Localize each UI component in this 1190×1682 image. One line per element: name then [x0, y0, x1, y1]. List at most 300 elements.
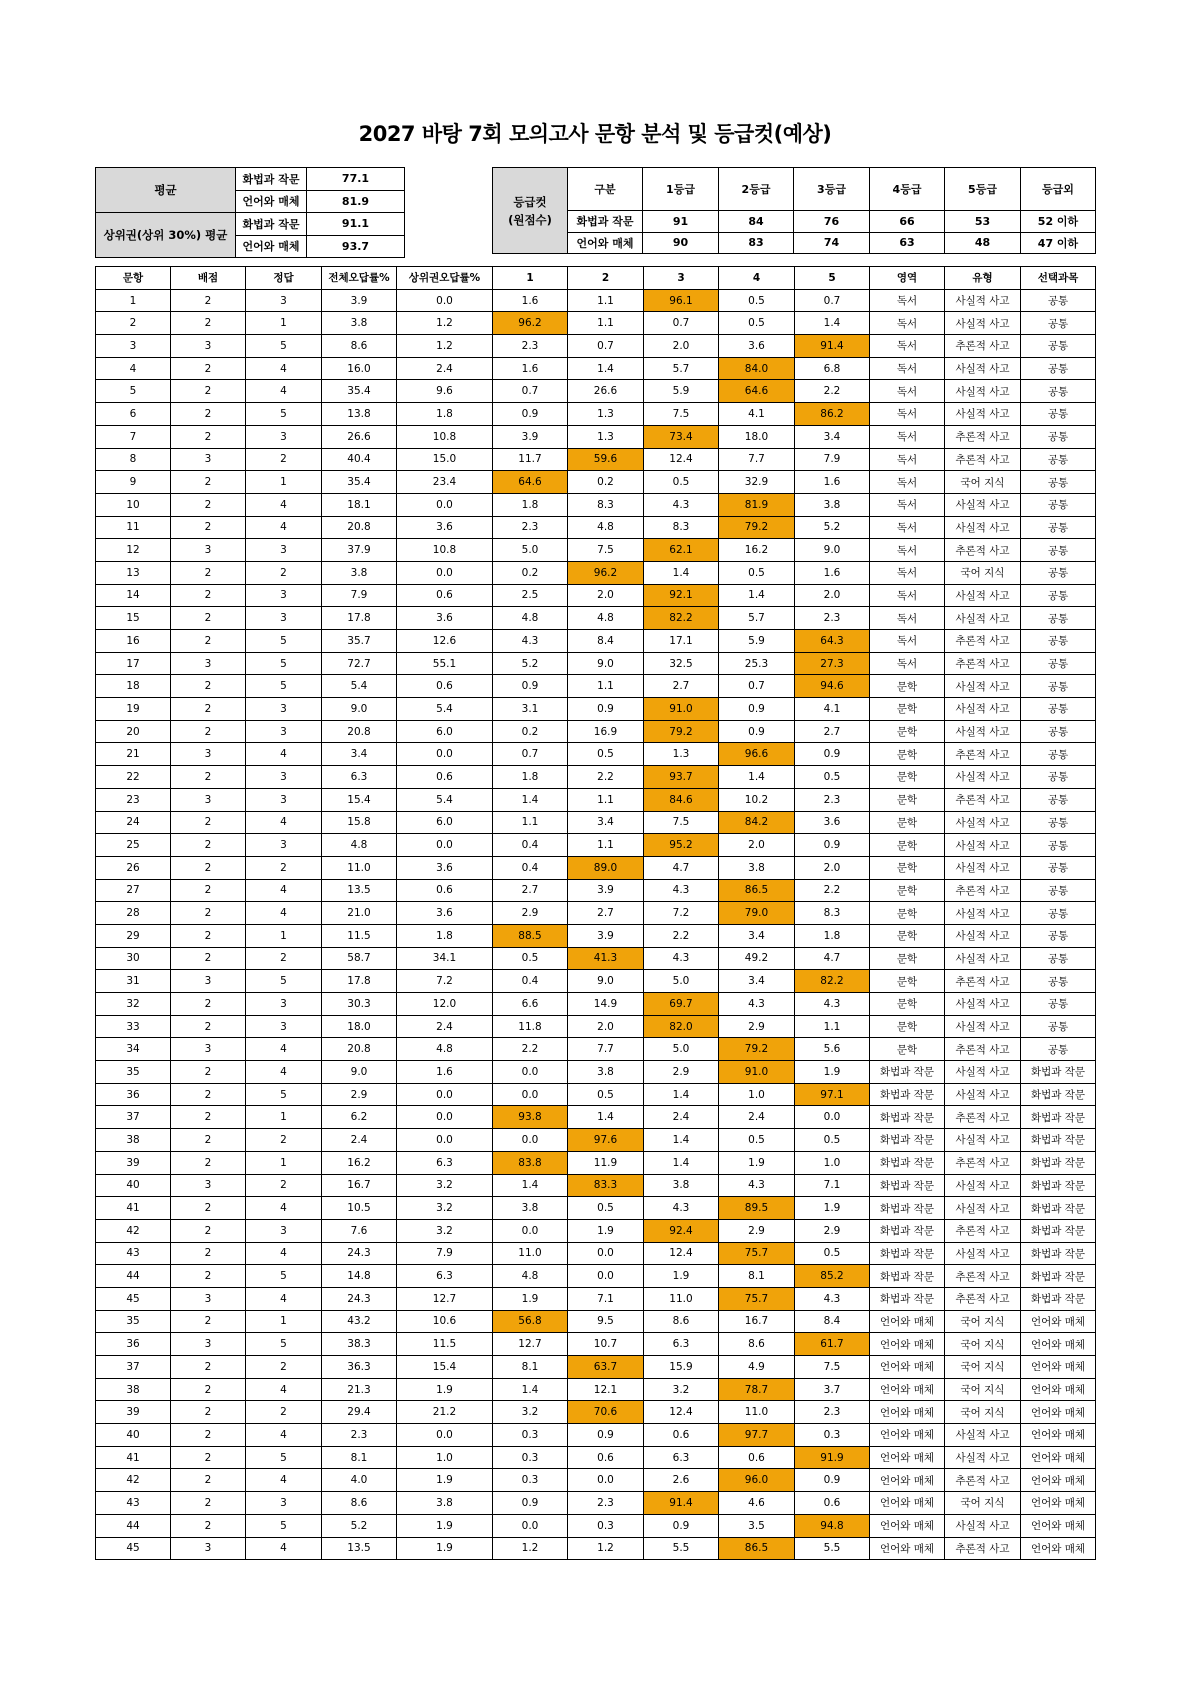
table-row [96, 1469, 1096, 1492]
cell-answer: 1 [246, 1106, 322, 1129]
cell-choice-5-rate: 0.0 [795, 1106, 870, 1129]
cell-elective: 공통 [1021, 970, 1096, 993]
cell-question-number: 12 [96, 539, 171, 562]
cell-choice-4-rate: 2.9 [719, 1015, 795, 1038]
cell-total-error-rate: 21.3 [322, 1378, 397, 1401]
cell-total-error-rate: 8.1 [322, 1446, 397, 1469]
cell-choice-1-rate: 1.8 [493, 493, 568, 516]
cell-total-error-rate: 5.2 [322, 1514, 397, 1537]
cell-choice-4-rate: 1.4 [719, 584, 795, 607]
cell-question-number: 28 [96, 902, 171, 925]
cell-choice-4-rate: 4.6 [719, 1492, 795, 1515]
cell-question-number: 16 [96, 630, 171, 653]
cell-choice-4-rate: 3.6 [719, 335, 795, 358]
cell-choice-2-rate: 2.3 [568, 1492, 644, 1515]
cell-choice-5-rate: 1.9 [795, 1061, 870, 1084]
cell-total-error-rate: 13.8 [322, 403, 397, 426]
cell-total-error-rate: 17.8 [322, 970, 397, 993]
cell-question-number: 32 [96, 993, 171, 1016]
cell-top-error-rate: 6.3 [397, 1151, 493, 1174]
cell-choice-5-rate: 1.1 [795, 1015, 870, 1038]
table-row [96, 425, 1096, 448]
table-row [96, 1265, 1096, 1288]
cell-points: 3 [171, 1038, 246, 1061]
cell-elective: 언어와 매체 [1021, 1333, 1096, 1356]
cell-domain: 문학 [870, 811, 945, 834]
cell-domain: 화법과 작문 [870, 1129, 945, 1152]
cell-choice-5-rate: 61.7 [795, 1333, 870, 1356]
cell-choice-4-rate: 2.9 [719, 1219, 795, 1242]
table-row [96, 357, 1096, 380]
cell-choice-5-rate: 82.2 [795, 970, 870, 993]
cell-elective: 화법과 작문 [1021, 1083, 1096, 1106]
cell-choice-5-rate: 3.7 [795, 1378, 870, 1401]
cell-elective: 공통 [1021, 766, 1096, 789]
header-domain: 영역 [870, 267, 945, 290]
cell-points: 2 [171, 1151, 246, 1174]
cell-answer: 5 [246, 1446, 322, 1469]
cell-choice-4-rate: 5.9 [719, 630, 795, 653]
cell-question-type: 사실적 사고 [945, 357, 1021, 380]
header-choice-2-rate: 2 [568, 267, 644, 290]
item-analysis-table [95, 266, 1096, 1560]
cell-choice-2-rate: 1.4 [568, 1106, 644, 1129]
cell-choice-1-rate: 2.3 [493, 335, 568, 358]
cell-top-error-rate: 0.0 [397, 289, 493, 312]
cell-domain: 독서 [870, 493, 945, 516]
cell-top-error-rate: 0.0 [397, 1106, 493, 1129]
cell-top-error-rate: 9.6 [397, 380, 493, 403]
cell-points: 2 [171, 698, 246, 721]
cell-question-type: 추론적 사고 [945, 335, 1021, 358]
cell-choice-3-rate: 5.0 [644, 970, 719, 993]
cell-total-error-rate: 2.4 [322, 1129, 397, 1152]
cell-question-number: 25 [96, 834, 171, 857]
cell-top-error-rate: 0.0 [397, 1129, 493, 1152]
cell-answer: 4 [246, 1197, 322, 1220]
average-subject: 화법과 작문 [236, 168, 307, 191]
cell-elective: 공통 [1021, 584, 1096, 607]
cell-choice-3-rate: 1.3 [644, 743, 719, 766]
cell-top-error-rate: 3.6 [397, 516, 493, 539]
cell-answer: 1 [246, 471, 322, 494]
cell-question-number: 39 [96, 1401, 171, 1424]
cell-choice-3-rate: 5.5 [644, 1537, 719, 1560]
cell-choice-4-rate: 16.7 [719, 1310, 795, 1333]
cell-question-number: 38 [96, 1378, 171, 1401]
table-row [96, 720, 1096, 743]
table-row [96, 1424, 1096, 1447]
table-row [96, 1537, 1096, 1560]
cell-question-type: 사실적 사고 [945, 380, 1021, 403]
cell-question-number: 43 [96, 1492, 171, 1515]
cell-question-type: 사실적 사고 [945, 720, 1021, 743]
cell-question-type: 사실적 사고 [945, 1174, 1021, 1197]
cell-elective: 공통 [1021, 448, 1096, 471]
cell-choice-1-rate: 56.8 [493, 1310, 568, 1333]
cell-elective: 화법과 작문 [1021, 1151, 1096, 1174]
cell-elective: 공통 [1021, 652, 1096, 675]
cell-choice-1-rate: 2.9 [493, 902, 568, 925]
cell-domain: 독서 [870, 471, 945, 494]
cell-choice-2-rate: 3.9 [568, 879, 644, 902]
cell-top-error-rate: 0.6 [397, 766, 493, 789]
cell-answer: 3 [246, 766, 322, 789]
cell-points: 2 [171, 1446, 246, 1469]
cell-choice-2-rate: 4.8 [568, 607, 644, 630]
table-row [96, 1492, 1096, 1515]
cell-choice-4-rate: 4.3 [719, 1174, 795, 1197]
grade-cut-label [493, 168, 568, 254]
cell-total-error-rate: 15.4 [322, 788, 397, 811]
cell-total-error-rate: 8.6 [322, 1492, 397, 1515]
cell-choice-4-rate: 86.5 [719, 879, 795, 902]
cell-domain: 문학 [870, 766, 945, 789]
table-row [96, 1219, 1096, 1242]
grade-cut-cell: 48 [945, 232, 1021, 254]
cell-question-type: 추론적 사고 [945, 652, 1021, 675]
cell-answer: 4 [246, 1537, 322, 1560]
cell-choice-5-rate: 2.3 [795, 788, 870, 811]
cell-choice-1-rate: 5.0 [493, 539, 568, 562]
cell-domain: 독서 [870, 561, 945, 584]
cell-domain: 화법과 작문 [870, 1151, 945, 1174]
cell-question-number: 42 [96, 1469, 171, 1492]
cell-choice-3-rate: 12.4 [644, 1401, 719, 1424]
cell-elective: 언어와 매체 [1021, 1514, 1096, 1537]
cell-points: 2 [171, 947, 246, 970]
cell-elective: 화법과 작문 [1021, 1129, 1096, 1152]
cell-top-error-rate: 1.6 [397, 1061, 493, 1084]
cell-elective: 언어와 매체 [1021, 1356, 1096, 1379]
cell-points: 2 [171, 1401, 246, 1424]
cell-choice-4-rate: 96.0 [719, 1469, 795, 1492]
cell-elective: 공통 [1021, 289, 1096, 312]
cell-choice-1-rate: 5.2 [493, 652, 568, 675]
cell-answer: 4 [246, 493, 322, 516]
table-row [96, 471, 1096, 494]
cell-answer: 2 [246, 448, 322, 471]
cell-choice-4-rate: 0.5 [719, 312, 795, 335]
cell-choice-2-rate: 1.1 [568, 834, 644, 857]
cell-points: 2 [171, 584, 246, 607]
cell-points: 2 [171, 425, 246, 448]
cell-domain: 독서 [870, 607, 945, 630]
cell-top-error-rate: 10.8 [397, 425, 493, 448]
cell-question-number: 29 [96, 924, 171, 947]
cell-total-error-rate: 7.6 [322, 1219, 397, 1242]
table-row [96, 924, 1096, 947]
table-row [96, 766, 1096, 789]
cell-total-error-rate: 35.4 [322, 471, 397, 494]
cell-top-error-rate: 5.4 [397, 788, 493, 811]
cell-choice-1-rate: 3.2 [493, 1401, 568, 1424]
cell-answer: 4 [246, 516, 322, 539]
cell-elective: 화법과 작문 [1021, 1106, 1096, 1129]
header-choice-5-rate: 5 [795, 267, 870, 290]
cell-choice-2-rate: 7.1 [568, 1287, 644, 1310]
cell-answer: 4 [246, 357, 322, 380]
cell-total-error-rate: 16.0 [322, 357, 397, 380]
cell-choice-4-rate: 3.8 [719, 856, 795, 879]
cell-total-error-rate: 43.2 [322, 1310, 397, 1333]
cell-question-number: 10 [96, 493, 171, 516]
cell-answer: 2 [246, 1401, 322, 1424]
cell-answer: 3 [246, 607, 322, 630]
cell-choice-1-rate: 1.8 [493, 766, 568, 789]
cell-choice-5-rate: 64.3 [795, 630, 870, 653]
cell-total-error-rate: 3.9 [322, 289, 397, 312]
cell-choice-4-rate: 96.6 [719, 743, 795, 766]
cell-choice-4-rate: 3.5 [719, 1514, 795, 1537]
cell-total-error-rate: 3.4 [322, 743, 397, 766]
cell-domain: 독서 [870, 380, 945, 403]
cell-question-type: 사실적 사고 [945, 1446, 1021, 1469]
grade-cut-table [492, 167, 1096, 254]
page-title: 2027 바탕 7회 모의고사 문항 분석 및 등급컷(예상) [358, 122, 832, 146]
cell-points: 2 [171, 1469, 246, 1492]
cell-total-error-rate: 17.8 [322, 607, 397, 630]
cell-choice-1-rate: 3.8 [493, 1197, 568, 1220]
table-row [96, 1514, 1096, 1537]
grade-cut-row [493, 211, 1096, 233]
cell-question-type: 추론적 사고 [945, 743, 1021, 766]
cell-choice-1-rate: 0.0 [493, 1083, 568, 1106]
cell-points: 2 [171, 357, 246, 380]
cell-choice-2-rate: 0.6 [568, 1446, 644, 1469]
header-choice-3-rate: 3 [644, 267, 719, 290]
cell-elective: 공통 [1021, 312, 1096, 335]
cell-domain: 독서 [870, 403, 945, 426]
cell-choice-4-rate: 79.2 [719, 1038, 795, 1061]
cell-choice-3-rate: 6.3 [644, 1333, 719, 1356]
cell-choice-1-rate: 2.3 [493, 516, 568, 539]
cell-choice-1-rate: 11.8 [493, 1015, 568, 1038]
cell-choice-1-rate: 0.0 [493, 1129, 568, 1152]
cell-choice-3-rate: 32.5 [644, 652, 719, 675]
cell-question-type: 사실적 사고 [945, 993, 1021, 1016]
cell-answer: 2 [246, 1174, 322, 1197]
cell-total-error-rate: 3.8 [322, 312, 397, 335]
cell-domain: 언어와 매체 [870, 1492, 945, 1515]
cell-elective: 화법과 작문 [1021, 1219, 1096, 1242]
cell-total-error-rate: 38.3 [322, 1333, 397, 1356]
cell-choice-2-rate: 7.5 [568, 539, 644, 562]
cell-choice-4-rate: 16.2 [719, 539, 795, 562]
cell-answer: 4 [246, 1287, 322, 1310]
cell-choice-5-rate: 0.7 [795, 289, 870, 312]
cell-domain: 화법과 작문 [870, 1106, 945, 1129]
cell-elective: 언어와 매체 [1021, 1424, 1096, 1447]
cell-choice-5-rate: 0.9 [795, 1469, 870, 1492]
cell-choice-3-rate: 5.7 [644, 357, 719, 380]
cell-elective: 화법과 작문 [1021, 1061, 1096, 1084]
cell-choice-4-rate: 49.2 [719, 947, 795, 970]
cell-question-number: 15 [96, 607, 171, 630]
cell-choice-5-rate: 91.9 [795, 1446, 870, 1469]
cell-top-error-rate: 11.5 [397, 1333, 493, 1356]
cell-points: 2 [171, 471, 246, 494]
cell-points: 3 [171, 448, 246, 471]
cell-choice-2-rate: 70.6 [568, 1401, 644, 1424]
cell-choice-1-rate: 0.9 [493, 1492, 568, 1515]
cell-choice-3-rate: 8.6 [644, 1310, 719, 1333]
cell-question-type: 사실적 사고 [945, 1424, 1021, 1447]
cell-choice-5-rate: 1.8 [795, 924, 870, 947]
cell-domain: 화법과 작문 [870, 1265, 945, 1288]
cell-choice-5-rate: 2.2 [795, 879, 870, 902]
cell-choice-4-rate: 0.6 [719, 1446, 795, 1469]
grade-cut-label-text: 등급컷 (원점수) [508, 194, 552, 227]
cell-choice-3-rate: 73.4 [644, 425, 719, 448]
cell-answer: 5 [246, 652, 322, 675]
cell-question-type: 사실적 사고 [945, 1083, 1021, 1106]
cell-domain: 언어와 매체 [870, 1356, 945, 1379]
cell-top-error-rate: 0.0 [397, 834, 493, 857]
cell-question-type: 추론적 사고 [945, 879, 1021, 902]
cell-choice-5-rate: 4.3 [795, 1287, 870, 1310]
cell-choice-1-rate: 83.8 [493, 1151, 568, 1174]
table-row [96, 879, 1096, 902]
cell-question-type: 추론적 사고 [945, 1106, 1021, 1129]
table-row [96, 403, 1096, 426]
header-answer: 정답 [246, 267, 322, 290]
table-row [96, 811, 1096, 834]
cell-question-number: 24 [96, 811, 171, 834]
cell-question-type: 국어 지식 [945, 1333, 1021, 1356]
cell-question-number: 39 [96, 1151, 171, 1174]
table-row [96, 1174, 1096, 1197]
cell-choice-3-rate: 3.2 [644, 1378, 719, 1401]
cell-answer: 5 [246, 1514, 322, 1537]
cell-points: 2 [171, 1310, 246, 1333]
cell-question-number: 27 [96, 879, 171, 902]
table-row [96, 902, 1096, 925]
cell-answer: 1 [246, 1151, 322, 1174]
cell-choice-3-rate: 12.4 [644, 448, 719, 471]
cell-domain: 독서 [870, 630, 945, 653]
cell-top-error-rate: 7.9 [397, 1242, 493, 1265]
table-row [96, 1083, 1096, 1106]
cell-choice-2-rate: 10.7 [568, 1333, 644, 1356]
cell-choice-4-rate: 8.1 [719, 1265, 795, 1288]
cell-elective: 공통 [1021, 698, 1096, 721]
cell-question-type: 사실적 사고 [945, 1129, 1021, 1152]
cell-top-error-rate: 3.8 [397, 1492, 493, 1515]
cell-top-error-rate: 1.8 [397, 403, 493, 426]
cell-total-error-rate: 9.0 [322, 1061, 397, 1084]
cell-choice-1-rate: 11.7 [493, 448, 568, 471]
cell-choice-5-rate: 7.5 [795, 1356, 870, 1379]
cell-elective: 공통 [1021, 471, 1096, 494]
cell-choice-2-rate: 8.4 [568, 630, 644, 653]
cell-question-type: 추론적 사고 [945, 539, 1021, 562]
average-value: 93.7 [307, 235, 405, 258]
cell-points: 2 [171, 380, 246, 403]
cell-choice-1-rate: 0.5 [493, 947, 568, 970]
cell-choice-2-rate: 8.3 [568, 493, 644, 516]
cell-question-type: 사실적 사고 [945, 856, 1021, 879]
cell-choice-2-rate: 4.8 [568, 516, 644, 539]
cell-points: 2 [171, 312, 246, 335]
cell-elective: 공통 [1021, 607, 1096, 630]
cell-choice-4-rate: 79.0 [719, 902, 795, 925]
table-row [96, 1106, 1096, 1129]
grade-cut-header-row [493, 168, 1096, 211]
cell-question-type: 국어 지식 [945, 1492, 1021, 1515]
cell-total-error-rate: 37.9 [322, 539, 397, 562]
cell-domain: 문학 [870, 993, 945, 1016]
cell-choice-1-rate: 8.1 [493, 1356, 568, 1379]
cell-top-error-rate: 6.3 [397, 1265, 493, 1288]
table-row [96, 970, 1096, 993]
cell-question-number: 5 [96, 380, 171, 403]
cell-choice-1-rate: 1.1 [493, 811, 568, 834]
cell-choice-2-rate: 1.1 [568, 675, 644, 698]
cell-choice-1-rate: 0.0 [493, 1061, 568, 1084]
cell-question-type: 사실적 사고 [945, 1242, 1021, 1265]
cell-choice-3-rate: 93.7 [644, 766, 719, 789]
cell-choice-2-rate: 3.8 [568, 1061, 644, 1084]
cell-question-number: 11 [96, 516, 171, 539]
cell-question-number: 18 [96, 675, 171, 698]
cell-choice-4-rate: 32.9 [719, 471, 795, 494]
cell-choice-5-rate: 94.8 [795, 1514, 870, 1537]
cell-question-number: 7 [96, 425, 171, 448]
table-row [96, 1197, 1096, 1220]
cell-choice-1-rate: 1.4 [493, 788, 568, 811]
cell-question-type: 국어 지식 [945, 471, 1021, 494]
cell-choice-5-rate: 0.9 [795, 834, 870, 857]
cell-top-error-rate: 5.4 [397, 698, 493, 721]
cell-choice-5-rate: 2.3 [795, 1401, 870, 1424]
cell-choice-3-rate: 92.1 [644, 584, 719, 607]
cell-question-type: 사실적 사고 [945, 516, 1021, 539]
cell-choice-2-rate: 14.9 [568, 993, 644, 1016]
cell-total-error-rate: 16.2 [322, 1151, 397, 1174]
table-row [96, 698, 1096, 721]
cell-choice-3-rate: 91.0 [644, 698, 719, 721]
cell-choice-4-rate: 1.4 [719, 766, 795, 789]
cell-choice-5-rate: 0.3 [795, 1424, 870, 1447]
cell-total-error-rate: 13.5 [322, 1537, 397, 1560]
cell-choice-2-rate: 96.2 [568, 561, 644, 584]
cell-question-number: 20 [96, 720, 171, 743]
cell-points: 2 [171, 1265, 246, 1288]
cell-choice-4-rate: 81.9 [719, 493, 795, 516]
cell-top-error-rate: 1.9 [397, 1469, 493, 1492]
grade-cut-cell: 53 [945, 211, 1021, 233]
cell-domain: 언어와 매체 [870, 1537, 945, 1560]
cell-total-error-rate: 3.8 [322, 561, 397, 584]
cell-choice-5-rate: 3.4 [795, 425, 870, 448]
cell-answer: 3 [246, 1219, 322, 1242]
cell-choice-5-rate: 1.0 [795, 1151, 870, 1174]
cell-choice-2-rate: 16.9 [568, 720, 644, 743]
cell-elective: 언어와 매체 [1021, 1492, 1096, 1515]
cell-domain: 문학 [870, 947, 945, 970]
cell-choice-5-rate: 27.3 [795, 652, 870, 675]
cell-choice-3-rate: 4.3 [644, 1197, 719, 1220]
cell-choice-1-rate: 0.3 [493, 1424, 568, 1447]
cell-choice-4-rate: 8.6 [719, 1333, 795, 1356]
cell-top-error-rate: 3.2 [397, 1174, 493, 1197]
cell-elective: 공통 [1021, 902, 1096, 925]
cell-elective: 공통 [1021, 993, 1096, 1016]
cell-choice-3-rate: 91.4 [644, 1492, 719, 1515]
cell-question-type: 사실적 사고 [945, 834, 1021, 857]
cell-answer: 4 [246, 380, 322, 403]
